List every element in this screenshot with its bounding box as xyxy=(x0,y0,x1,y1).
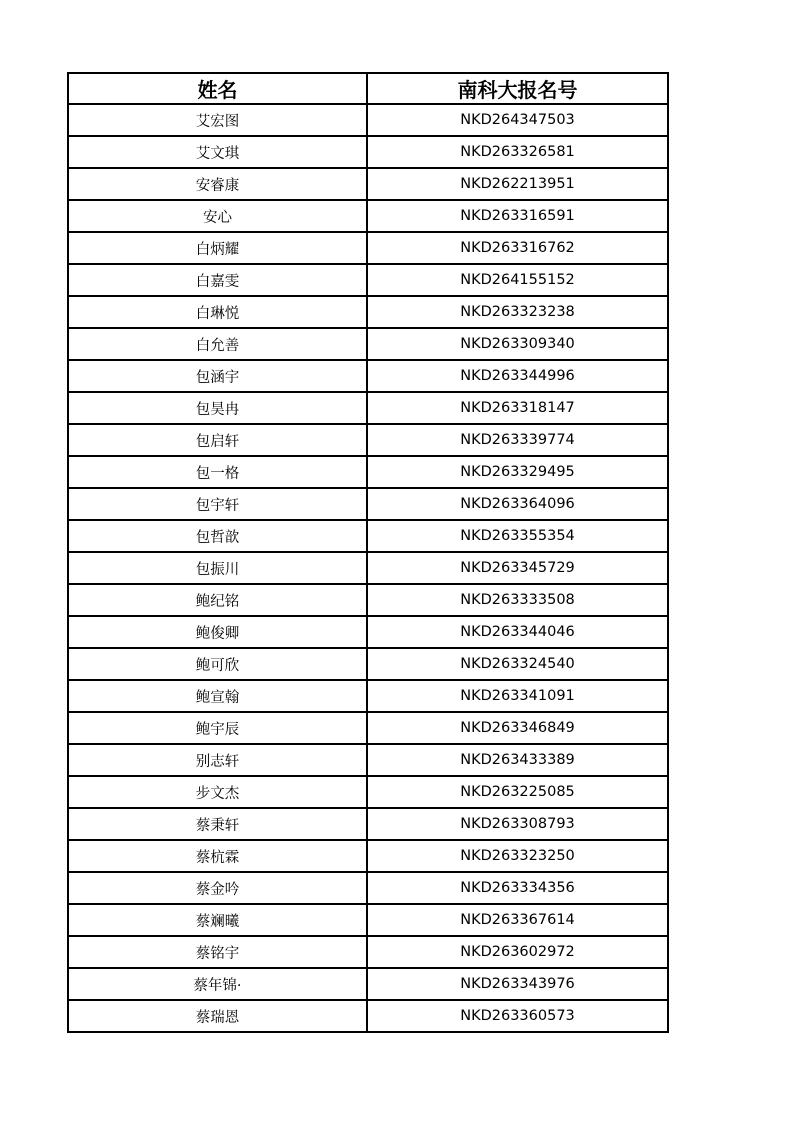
table-row xyxy=(68,808,668,840)
student-name-cell: 鲍宇辰 xyxy=(68,712,367,744)
student-name-cell: 包一格 xyxy=(68,456,367,488)
student-name-cell: 艾文琪 xyxy=(68,136,367,168)
table-row xyxy=(68,552,668,584)
table-row xyxy=(68,296,668,328)
registration-id-cell: NKD263341091 xyxy=(367,680,668,712)
registration-id-cell: NKD263334356 xyxy=(367,872,668,904)
student-name-cell: 白琳悦 xyxy=(68,296,367,328)
table-row xyxy=(68,776,668,808)
table-row xyxy=(68,392,668,424)
table-row xyxy=(68,424,668,456)
registration-id-cell: NKD263329495 xyxy=(367,456,668,488)
student-name-cell: 步文杰 xyxy=(68,776,367,808)
student-name-cell: 蔡斓曦 xyxy=(68,904,367,936)
student-name-cell: 鲍宣翰 xyxy=(68,680,367,712)
table-row xyxy=(68,968,668,1000)
table-row xyxy=(68,168,668,200)
student-name-cell: 蔡秉轩 xyxy=(68,808,367,840)
student-name-cell: 鲍可欣 xyxy=(68,648,367,680)
registration-id-cell: NKD263343976 xyxy=(367,968,668,1000)
registration-id-cell: NKD263318147 xyxy=(367,392,668,424)
roster-body xyxy=(68,104,668,1032)
registration-id-cell: NKD263367614 xyxy=(367,904,668,936)
table-row xyxy=(68,712,668,744)
registration-id-cell: NKD263324540 xyxy=(367,648,668,680)
student-name-cell: 安睿康 xyxy=(68,168,367,200)
registration-id-cell: NKD263316591 xyxy=(367,200,668,232)
registration-id-cell: NKD263326581 xyxy=(367,136,668,168)
roster-table xyxy=(67,72,669,1033)
registration-id-cell: NKD263309340 xyxy=(367,328,668,360)
table-row xyxy=(68,936,668,968)
registration-id-cell: NKD263602972 xyxy=(367,936,668,968)
student-name-cell: 蔡瑞恩 xyxy=(68,1000,367,1032)
table-row xyxy=(68,520,668,552)
student-name-cell: 包振川 xyxy=(68,552,367,584)
student-name-cell: 白嘉雯 xyxy=(68,264,367,296)
header-row xyxy=(68,73,668,104)
table-row xyxy=(68,232,668,264)
student-name-cell: 包昊冉 xyxy=(68,392,367,424)
registration-id-cell: NKD263360573 xyxy=(367,1000,668,1032)
student-name-cell: 白炳耀 xyxy=(68,232,367,264)
name-column-header: 姓名 xyxy=(68,73,367,104)
registration-id-cell: NKD263344046 xyxy=(367,616,668,648)
registration-id-cell: NKD263339774 xyxy=(367,424,668,456)
table-row xyxy=(68,904,668,936)
registration-id-cell: NKD263333508 xyxy=(367,584,668,616)
registration-id-cell: NKD263323250 xyxy=(367,840,668,872)
table-row xyxy=(68,488,668,520)
student-name-cell: 包宇轩 xyxy=(68,488,367,520)
student-name-cell: 包哲歆 xyxy=(68,520,367,552)
table-row xyxy=(68,200,668,232)
student-name-cell: 白允善 xyxy=(68,328,367,360)
table-row xyxy=(68,360,668,392)
registration-id-cell: NKD263364096 xyxy=(367,488,668,520)
table-row xyxy=(68,264,668,296)
registration-id-column-header: 南科大报名号 xyxy=(367,73,668,104)
table-row xyxy=(68,680,668,712)
registration-id-cell: NKD263355354 xyxy=(367,520,668,552)
student-name-cell: 别志轩 xyxy=(68,744,367,776)
student-name-cell: 鲍纪铭 xyxy=(68,584,367,616)
table-row xyxy=(68,1000,668,1032)
student-name-cell: 蔡金吟 xyxy=(68,872,367,904)
table-row xyxy=(68,744,668,776)
student-name-cell: 艾宏图 xyxy=(68,104,367,136)
student-name-cell: 蔡杭霖 xyxy=(68,840,367,872)
student-name-cell: 包启轩 xyxy=(68,424,367,456)
table-row xyxy=(68,840,668,872)
student-name-cell: 鲍俊卿 xyxy=(68,616,367,648)
registration-id-cell: NKD263346849 xyxy=(367,712,668,744)
registration-id-cell: NKD263345729 xyxy=(367,552,668,584)
student-name-cell: 蔡铭宇 xyxy=(68,936,367,968)
table-row xyxy=(68,584,668,616)
table-row xyxy=(68,648,668,680)
table-row xyxy=(68,104,668,136)
registration-id-cell: NKD263433389 xyxy=(367,744,668,776)
registration-id-cell: NKD263344996 xyxy=(367,360,668,392)
registration-id-cell: NKD264155152 xyxy=(367,264,668,296)
student-name-cell: 安心 xyxy=(68,200,367,232)
table-row xyxy=(68,456,668,488)
registration-id-cell: NKD263225085 xyxy=(367,776,668,808)
registration-id-cell: NKD263308793 xyxy=(367,808,668,840)
registration-id-cell: NKD263316762 xyxy=(367,232,668,264)
student-name-cell: 蔡年锦· xyxy=(68,968,367,1000)
table-row xyxy=(68,328,668,360)
roster-sheet xyxy=(67,72,667,1033)
registration-id-cell: NKD262213951 xyxy=(367,168,668,200)
registration-id-cell: NKD263323238 xyxy=(367,296,668,328)
table-row xyxy=(68,136,668,168)
student-name-cell: 包涵宇 xyxy=(68,360,367,392)
registration-id-cell: NKD264347503 xyxy=(367,104,668,136)
table-row xyxy=(68,616,668,648)
table-row xyxy=(68,872,668,904)
